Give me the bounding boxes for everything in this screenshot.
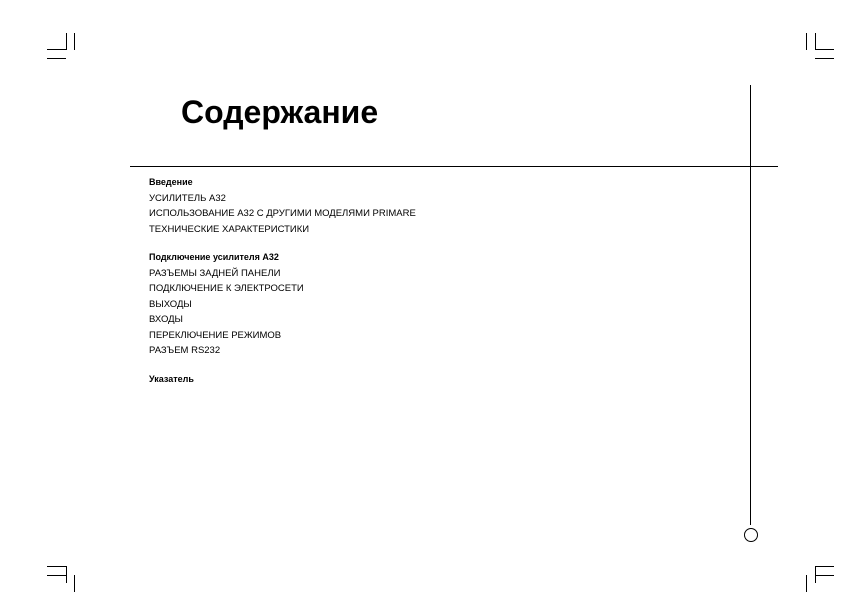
crop-mark-bottom-left-horizontal-b: [47, 575, 66, 576]
crop-mark-bottom-left-vertical-a: [66, 566, 67, 583]
crop-mark-top-left-horizontal: [47, 49, 66, 50]
crop-mark-top-right-vertical-b: [815, 33, 816, 50]
toc-section-heading[interactable]: Указатель: [149, 373, 194, 384]
toc-section-introduction: [149, 175, 709, 237]
title-divider: [130, 166, 778, 167]
crop-mark-bottom-right-horizontal: [815, 566, 834, 567]
crop-mark-bottom-right-horizontal-b: [815, 575, 834, 576]
toc-section-heading[interactable]: Введение: [149, 177, 193, 187]
crop-mark-bottom-left-vertical-b: [74, 575, 75, 592]
toc-item[interactable]: ТЕХНИЧЕСКИЕ ХАРАКТЕРИСТИКИ: [149, 223, 310, 235]
crop-mark-top-left-vertical-a: [66, 33, 67, 50]
table-of-contents: [149, 175, 709, 400]
margin-rule: [750, 85, 751, 525]
crop-mark-bottom-right-vertical-a: [806, 575, 807, 592]
toc-section-index: [149, 372, 709, 388]
page-marker-circle-icon: [744, 528, 758, 542]
toc-item[interactable]: ИСПОЛЬЗОВАНИЕ А32 С ДРУГИМИ МОДЕЛЯМИ PRIMARE: [149, 208, 416, 219]
crop-mark-top-right-horizontal: [815, 49, 834, 50]
toc-item[interactable]: УСИЛИТЕЛЬ А32: [149, 192, 226, 204]
toc-item[interactable]: ПОДКЛЮЧЕНИЕ К ЭЛЕКТРОСЕТИ: [149, 283, 304, 294]
crop-mark-bottom-left-horizontal: [47, 566, 66, 567]
toc-item[interactable]: ПЕРЕКЛЮЧЕНИЕ РЕЖИМОВ: [149, 329, 282, 341]
page-title: Содержание: [181, 94, 379, 130]
crop-mark-top-right-horizontal-b: [815, 58, 834, 59]
toc-section-connection: [149, 250, 709, 359]
toc-item[interactable]: ВЫХОДЫ: [149, 298, 192, 310]
crop-mark-top-left-horizontal-b: [47, 58, 66, 59]
toc-item[interactable]: РАЗЪЕМ RS232: [149, 345, 221, 356]
toc-item[interactable]: РАЗЪЕМЫ ЗАДНЕЙ ПАНЕЛИ: [149, 267, 281, 279]
toc-section-heading[interactable]: Подключение усилителя А32: [149, 252, 279, 262]
toc-item[interactable]: ВХОДЫ: [149, 314, 183, 325]
crop-mark-top-left-vertical-b: [74, 33, 75, 50]
crop-mark-top-right-vertical-a: [806, 33, 807, 50]
